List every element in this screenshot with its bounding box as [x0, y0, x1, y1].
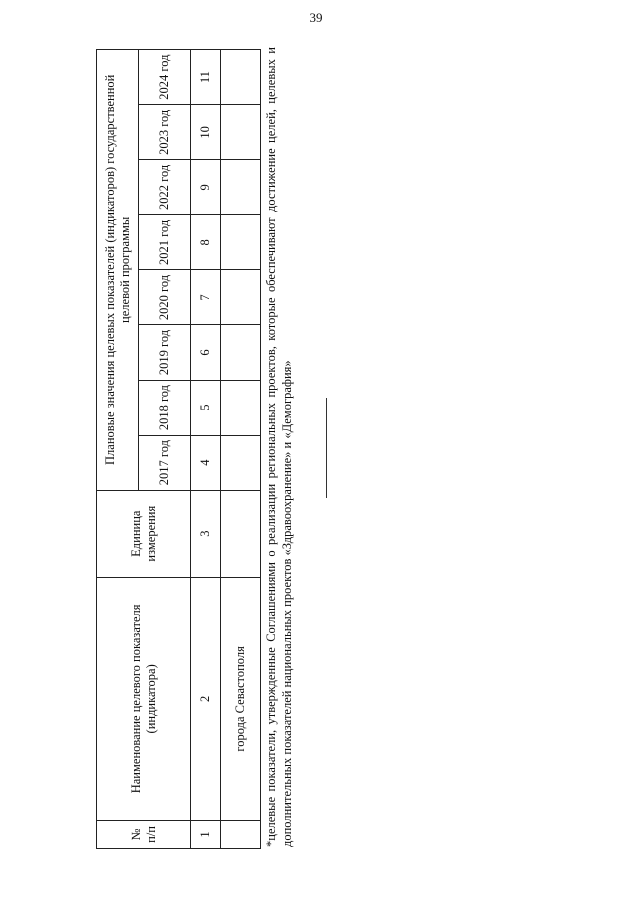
- rotated-content: [96, 49, 306, 849]
- data-value: [221, 215, 261, 270]
- header-year: 2017 год: [139, 435, 191, 490]
- header-year: 2021 год: [139, 215, 191, 270]
- data-value: [221, 160, 261, 215]
- header-row-1: [97, 50, 139, 849]
- header-planned: Плановые значения целевых показателей (индикаторов) государственной целевой программы: [97, 50, 139, 491]
- data-value: [221, 50, 261, 105]
- data-value: [221, 270, 261, 325]
- data-value: [221, 105, 261, 160]
- index-cell: 11: [191, 50, 221, 105]
- index-cell: 2: [191, 577, 221, 820]
- divider-line: [326, 398, 327, 498]
- header-year: 2018 год: [139, 380, 191, 435]
- data-name: города Севастополя: [221, 577, 261, 820]
- header-num: № п/п: [97, 820, 191, 848]
- index-cell: 5: [191, 380, 221, 435]
- data-unit: [221, 490, 261, 577]
- header-year: 2024 год: [139, 50, 191, 105]
- index-row: [191, 50, 221, 849]
- footnote: *целевые показатели, утвержденные Соглашениями о реализации региональных проектов, которые обеспечивают достижение целей, целевых и дополнительных показателей национальных проектов «Здравоохранение» и «Демография»: [264, 47, 294, 847]
- index-cell: 7: [191, 270, 221, 325]
- index-cell: 3: [191, 490, 221, 577]
- index-cell: 1: [191, 820, 221, 848]
- header-year: 2022 год: [139, 160, 191, 215]
- header-year: 2019 год: [139, 325, 191, 380]
- data-num: [221, 820, 261, 848]
- header-unit: Единица измерения: [97, 490, 191, 577]
- index-cell: 6: [191, 325, 221, 380]
- index-cell: 4: [191, 435, 221, 490]
- table-row: [221, 50, 261, 849]
- index-cell: 8: [191, 215, 221, 270]
- data-value: [221, 380, 261, 435]
- header-name: Наименование целевого показателя (индикатора): [97, 577, 191, 820]
- index-cell: 9: [191, 160, 221, 215]
- data-value: [221, 435, 261, 490]
- page-number: 39: [309, 10, 323, 25]
- indicators-table: [96, 49, 261, 849]
- data-value: [221, 325, 261, 380]
- header-year: 2023 год: [139, 105, 191, 160]
- index-cell: 10: [191, 105, 221, 160]
- header-year: 2020 год: [139, 270, 191, 325]
